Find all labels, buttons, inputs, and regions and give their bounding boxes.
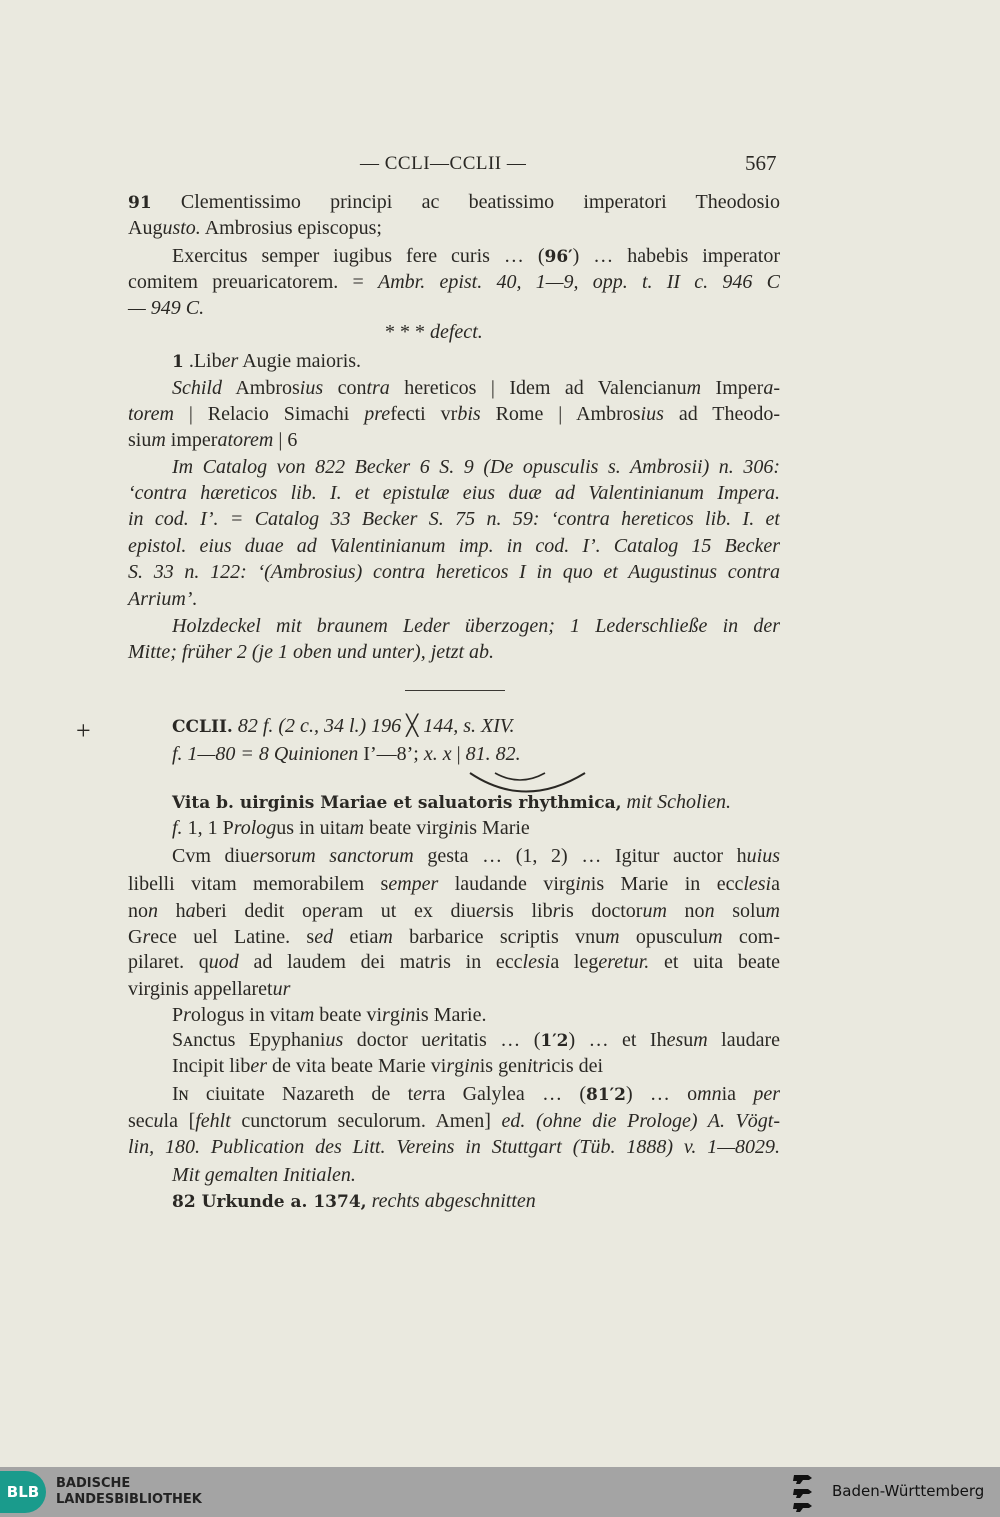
text-line — [128, 481, 780, 505]
italic-text: ius — [640, 403, 664, 425]
roman-text: itatis … ( — [447, 1029, 541, 1051]
text-line — [172, 844, 780, 868]
roman-text: * * * — [385, 321, 430, 343]
italic-text: ed. (ohne die Prologe) A. Vögt- — [501, 1110, 780, 1132]
text-line — [172, 1003, 486, 1027]
italic-text: per — [753, 1083, 780, 1105]
roman-text: | — [451, 743, 466, 765]
roman-text: gesta … (1, 2) … Igitur auctor h — [413, 845, 747, 867]
text-line — [128, 507, 780, 531]
text-line — [172, 376, 780, 400]
italic-text: in — [575, 873, 591, 895]
roman-text: ece uel Latine. s — [150, 926, 315, 948]
margin-plus-mark: + — [76, 716, 91, 745]
roman-text: ia — [721, 1083, 754, 1105]
italic-text: bis — [457, 403, 481, 425]
roman-text: 1, 1 P — [182, 817, 234, 839]
roman-text: is Marie. — [415, 1004, 487, 1026]
italic-text: m — [708, 926, 723, 948]
roman-text: libelli vitam memorabilem s — [128, 873, 389, 895]
roman-text: | 6 — [273, 429, 298, 451]
text-line — [128, 1109, 780, 1133]
italic-text: uius — [746, 845, 780, 867]
italic-text: um — [642, 900, 667, 922]
lions-coat-of-arms-icon — [790, 1471, 820, 1515]
text-line — [172, 244, 780, 268]
roman-text: Iɴ ciuitate Nazareth de t — [172, 1083, 414, 1105]
italic-text: m — [151, 429, 166, 451]
italic-text: Arrium’. — [128, 588, 198, 610]
italic-text: u — [153, 1110, 164, 1132]
roman-text: doctor u — [343, 1029, 432, 1051]
text-line — [128, 587, 197, 611]
text-line — [128, 560, 780, 584]
italic-text: Ambr. epist. 40, 1—9, opp. t. II c. 946 C — [378, 271, 780, 293]
roman-text: a leg — [550, 951, 599, 973]
italic-text: m — [378, 926, 393, 948]
roman-text: .Lib — [183, 350, 222, 372]
roman-text: no — [128, 900, 148, 922]
italic-text: us — [325, 1029, 344, 1051]
roman-text: P — [172, 1004, 184, 1026]
roman-text: is Marie — [463, 817, 530, 839]
italic-text: r — [552, 900, 561, 922]
italic-text: r — [429, 951, 438, 973]
italic-text: Mitte; früher 2 (je 1 oben und unter), jetzt ab. — [128, 641, 495, 663]
italic-text: lesi — [522, 951, 551, 973]
roman-text: ad laudem dei mat — [238, 951, 430, 973]
roman-text: t — [532, 1055, 539, 1077]
text-line — [128, 640, 494, 664]
bold-text: 81′2 — [586, 1085, 626, 1105]
roman-text: Incipit lib — [172, 1055, 251, 1077]
italic-text: Schild — [172, 377, 222, 399]
italic-text: r — [183, 1004, 191, 1026]
italic-text: in cod. I’. = Catalog 33 Becker S. 75 n. 59: ‘contra hereticos lib. I. et — [128, 508, 780, 530]
italic-text: ius — [299, 377, 324, 399]
roman-text: fecti vr — [390, 403, 458, 425]
italic-text: er — [431, 1029, 448, 1051]
roman-text: laudande virg — [438, 873, 576, 895]
italic-text: ‘contra hæreticos lib. I. et epistulæ eius duæ ad Valentinianum Impera. — [128, 482, 780, 504]
roman-text: g — [454, 1055, 465, 1077]
roman-text: Augie maioris. — [238, 350, 362, 372]
bold-text: 1′2 — [540, 1031, 569, 1051]
roman-text: con — [323, 377, 367, 399]
roman-text: g — [389, 1004, 400, 1026]
italic-text: f. 1—80 = 8 Quinionen — [172, 743, 359, 765]
roman-text: Ambrosius episcopus; — [200, 217, 382, 239]
italic-text: rolog — [233, 817, 277, 839]
italic-text: a — [185, 900, 196, 922]
roman-text: is gen — [479, 1055, 527, 1077]
text-line — [172, 816, 530, 840]
page-header-title: — CCLI—CCLII — — [360, 153, 527, 174]
italic-text: r — [446, 1055, 455, 1077]
blb-logo[interactable]: BLB — [0, 1471, 46, 1513]
text-line — [128, 190, 780, 214]
italic-text: Mit gemalten Initialen. — [172, 1164, 356, 1186]
roman-text: a — [771, 873, 780, 895]
text-line — [385, 320, 483, 344]
roman-text: h — [158, 900, 186, 922]
text-line — [128, 296, 204, 320]
italic-text: mn — [697, 1083, 722, 1105]
italic-text: Holzdeckel mit braunem Leder überzogen; 1 Lederschließe in der — [172, 615, 780, 637]
bold-text: 96′ — [544, 247, 573, 267]
text-line — [172, 349, 361, 373]
roman-text: Rome | Ambros — [480, 403, 641, 425]
bold-text: Vita b. uirginis Mariae et saluatoris rhythmica, — [172, 793, 622, 813]
text-line — [172, 1189, 536, 1213]
text-line — [128, 977, 290, 1001]
roman-text: et uita beate — [649, 951, 780, 973]
roman-text: ) … et Ih — [568, 1029, 667, 1051]
italic-text: r — [538, 1055, 546, 1077]
italic-text: atorem — [217, 429, 274, 451]
roman-text: Imper — [701, 377, 764, 399]
italic-text: ed — [314, 926, 334, 948]
text-line — [172, 1028, 780, 1052]
roman-text: icis dei — [545, 1055, 604, 1077]
bold-text: 82 Urkunde a. 1374, — [172, 1192, 367, 1212]
italic-text: n — [704, 900, 715, 922]
roman-text: comitem preuaricatorem. = — [128, 271, 378, 293]
italic-text: um sanctorum — [291, 845, 414, 867]
section-divider — [405, 690, 505, 691]
library-name-line-1: BADISCHE — [56, 1476, 131, 1491]
roman-text: sis lib — [492, 900, 553, 922]
roman-text: is in ecc — [437, 951, 523, 973]
italic-text: er — [322, 900, 339, 922]
italic-text: defect. — [430, 321, 483, 343]
roman-text: solu — [714, 900, 766, 922]
text-line — [128, 950, 780, 974]
italic-text: r — [516, 926, 525, 948]
italic-text: er — [476, 900, 493, 922]
roman-text: laudare — [707, 1029, 780, 1051]
italic-text: f. — [172, 817, 183, 839]
roman-text: | Relacio Simachi — [173, 403, 365, 425]
italic-text: eretur. — [598, 951, 650, 973]
bold-text: CCLII. — [172, 717, 233, 737]
roman-text: barbarice sc — [392, 926, 517, 948]
roman-text: no — [666, 900, 705, 922]
italic-text: m — [686, 377, 702, 399]
roman-text: Cvm diu — [172, 845, 251, 867]
italic-text: in — [464, 1055, 480, 1077]
italic-text: lin, 180. Publication des Litt. Vereins in Stuttgart (Tüb. 1888) v. 1—8029. — [128, 1136, 780, 1158]
roman-text: G — [128, 926, 143, 948]
text-line — [128, 899, 780, 923]
roman-text: u — [683, 1029, 694, 1051]
roman-text: Ambros — [222, 377, 300, 399]
italic-text: er — [250, 845, 267, 867]
roman-text: beri dedit op — [195, 900, 323, 922]
roman-text: siu — [128, 429, 152, 451]
roman-text: ) … habebis imperator — [572, 245, 780, 267]
italic-text: r — [142, 926, 151, 948]
library-name — [56, 1476, 202, 1508]
bold-text: 91 — [128, 193, 152, 213]
italic-text: er — [413, 1083, 430, 1105]
text-line — [172, 742, 521, 766]
state-name[interactable]: Baden-Württemberg — [832, 1482, 985, 1500]
roman-text: sor — [266, 845, 292, 867]
roman-text: ologus in vita — [190, 1004, 300, 1026]
text-line — [128, 534, 780, 558]
roman-text: ) … o — [625, 1083, 698, 1105]
text-line — [172, 1163, 356, 1187]
italic-text: emper — [388, 873, 439, 895]
roman-text: Aug — [128, 217, 163, 239]
bold-text: 1 — [172, 352, 184, 372]
italic-text: m — [349, 817, 365, 839]
roman-text: is Marie in ecc — [590, 873, 744, 895]
roman-text: opusculu — [619, 926, 709, 948]
italic-text: uod — [208, 951, 239, 973]
italic-text: usto. — [162, 217, 201, 239]
roman-text: virginis appellaret — [128, 978, 273, 1000]
text-line — [172, 455, 780, 479]
roman-text: is doctor — [560, 900, 643, 922]
roman-text: am ut ex diu — [338, 900, 477, 922]
text-line — [172, 1054, 603, 1078]
text-line — [128, 428, 297, 452]
roman-text: cunctorum seculorum. Amen] — [230, 1110, 502, 1132]
text-line — [128, 216, 382, 240]
italic-text: n — [148, 900, 158, 922]
italic-text: mit Scholien. — [621, 791, 731, 813]
text-line — [172, 714, 515, 738]
italic-text: m — [765, 900, 780, 922]
library-name-line-2: LANDESBIBLIOTHEK — [56, 1492, 202, 1507]
italic-text: ur — [272, 978, 291, 1000]
italic-text: epistol. eius duae ad Valentinianum imp. in cod. I’. Catalog 15 Becker — [128, 535, 780, 557]
text-line — [128, 1135, 780, 1159]
roman-text: beate vi — [314, 1004, 383, 1026]
roman-text: us in uita — [276, 817, 350, 839]
roman-text: Sᴀnctus Epyphani — [172, 1029, 326, 1051]
italic-text: er — [221, 350, 239, 372]
italic-text: Im Catalog von 822 Becker 6 S. 9 (De opusculis s. Ambrosii) n. 306: — [172, 456, 780, 478]
text-line — [128, 402, 780, 426]
italic-text: 81. 82. — [465, 743, 521, 765]
roman-text: hereticos | Idem ad Valencianu — [389, 377, 687, 399]
roman-text: etia — [333, 926, 379, 948]
italic-text: m — [299, 1004, 315, 1026]
italic-text: m — [693, 1029, 708, 1051]
page-number: 567 — [745, 151, 777, 175]
italic-text: rechts abgeschnitten — [366, 1190, 536, 1212]
italic-text: S. 33 n. 122: ‘(Ambrosius) contra hereticos I in quo et Augustinus contra — [128, 561, 780, 583]
italic-text: in — [448, 817, 464, 839]
italic-text: tra — [366, 377, 390, 399]
italic-text: i — [526, 1055, 533, 1077]
footer-bar — [0, 1467, 1000, 1517]
roman-text: ad Theodo- — [663, 403, 780, 425]
roman-text: sec — [128, 1110, 154, 1132]
text-line — [128, 270, 780, 294]
roman-text: de vita beate Marie vi — [267, 1055, 447, 1077]
roman-text: pilaret. q — [128, 951, 209, 973]
roman-text: ra Galylea … ( — [429, 1083, 586, 1105]
italic-text: fehlt — [195, 1110, 231, 1132]
italic-text: x. x — [423, 743, 452, 765]
italic-text: a- — [763, 377, 780, 399]
roman-text: la [ — [163, 1110, 196, 1132]
italic-text: er — [250, 1055, 267, 1077]
italic-text: m — [605, 926, 620, 948]
italic-text: lesi — [743, 873, 772, 895]
text-line — [172, 614, 780, 638]
italic-text: r — [382, 1004, 390, 1026]
italic-text: 82 f. (2 c., 34 l.) 196 ╳ 144, s. XIV. — [232, 715, 515, 737]
italic-text: torem — [128, 403, 174, 425]
text-line — [172, 790, 731, 814]
roman-text: iptis vnu — [524, 926, 606, 948]
roman-text: com- — [722, 926, 780, 948]
roman-text: beate virg — [364, 817, 449, 839]
quire-arc-mark — [465, 765, 595, 805]
text-line — [172, 1082, 780, 1106]
italic-text: es — [666, 1029, 684, 1051]
italic-text: in — [399, 1004, 416, 1026]
italic-text: pre — [364, 403, 391, 425]
roman-text: Clementissimo principi ac beatissimo imperatori Theodosio — [151, 191, 780, 213]
roman-text: imper — [165, 429, 218, 451]
text-line — [128, 925, 780, 949]
roman-text: I’—8’; — [358, 743, 424, 765]
italic-text: — 949 C. — [128, 297, 205, 319]
text-line — [128, 872, 780, 896]
roman-text: Exercitus semper iugibus fere curis … ( — [172, 245, 545, 267]
